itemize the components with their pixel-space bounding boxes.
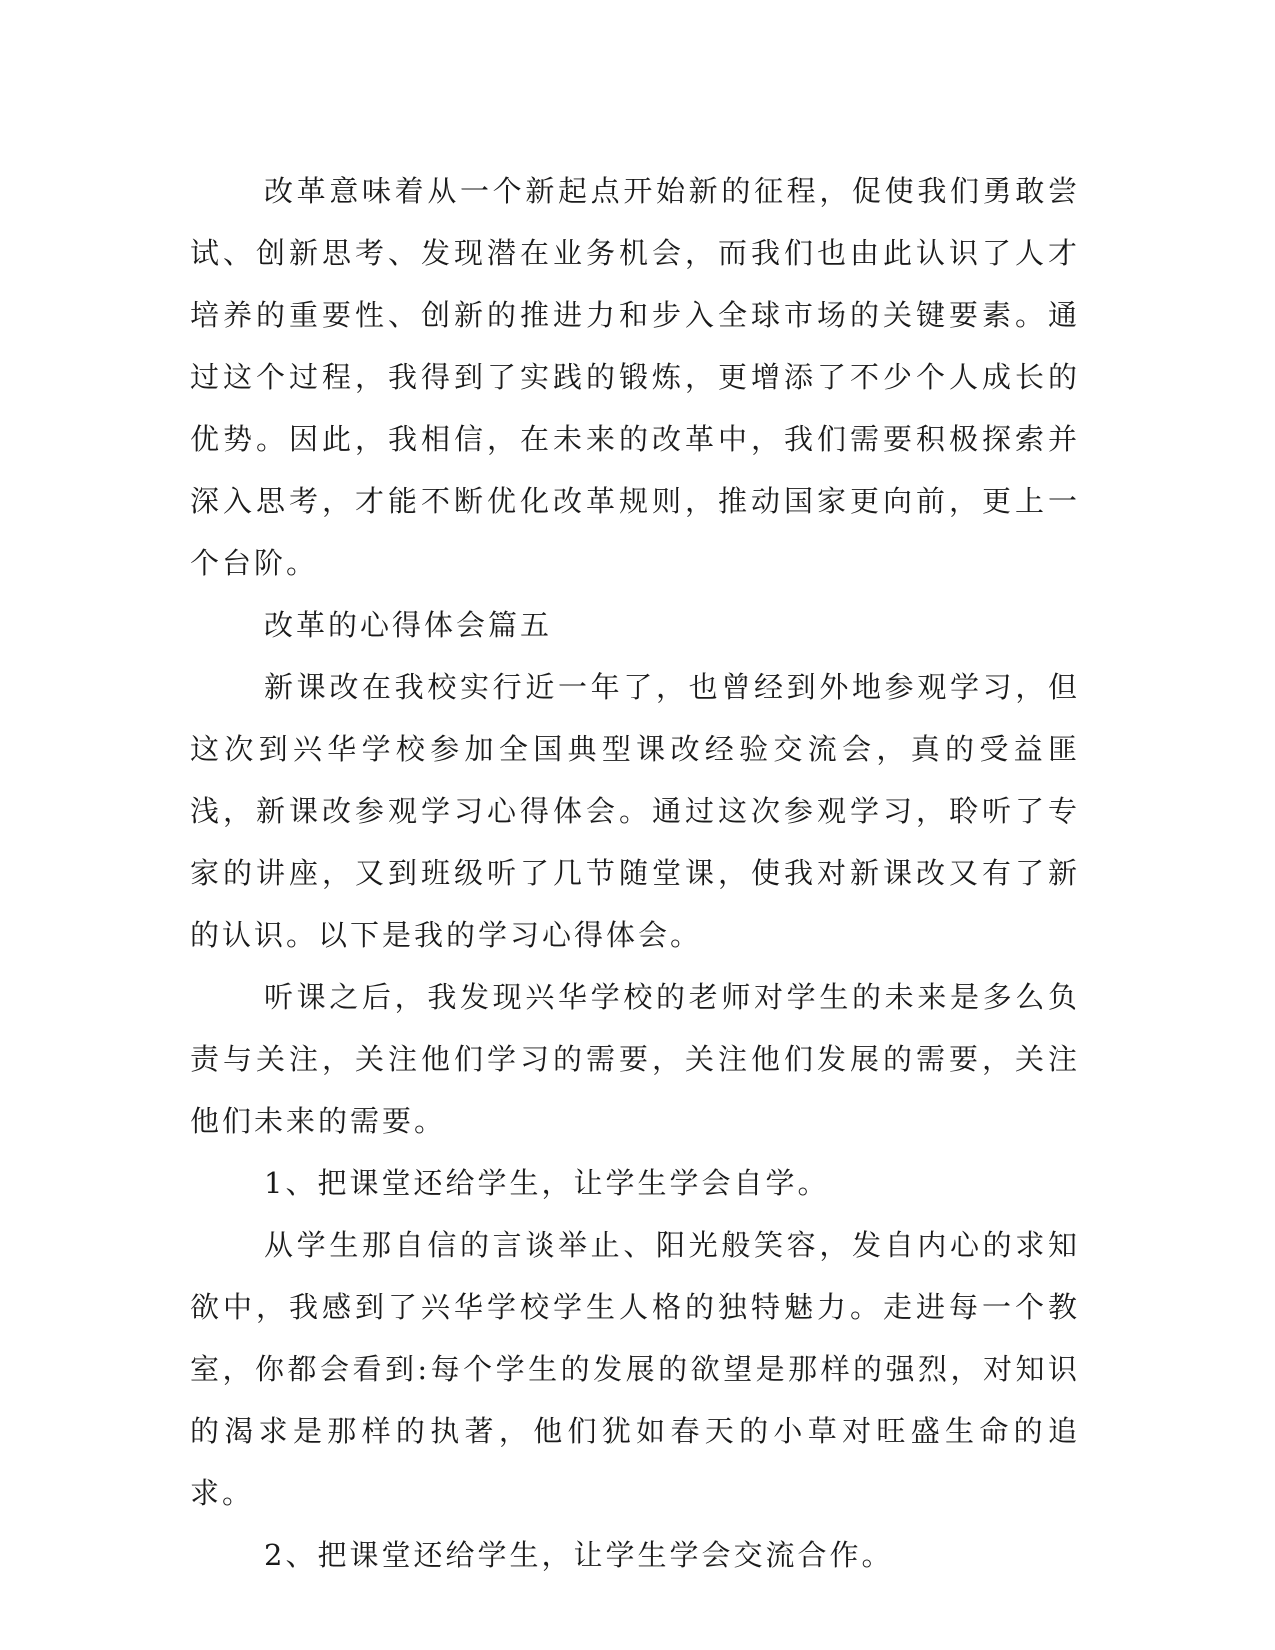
paragraph-point-one: 1、把课堂还给学生，让学生学会自学。 (264, 1166, 830, 1200)
section-heading: 改革的心得体会篇五 (264, 608, 553, 642)
paragraph-after-class: 听课之后，我发现兴华学校的老师对学生的未来是多么负责与关注，关注他们学习的需要，关注他们发展的需要，关注他们未来的需要。 (190, 980, 1080, 1138)
paragraph-new-curriculum: 新课改在我校实行近一年了，也曾经到外地参观学习，但这次到兴华学校参加全国典型课改经验交流会，真的受益匪浅，新课改参观学习心得体会。通过这次参观学习，聆听了专家的讲座，又到班级听了几节随堂课，使我对新课改又有了新的认识。以下是我的学习心得体会。 (190, 670, 1080, 952)
paragraph-point-two: 2、把课堂还给学生，让学生学会交流合作。 (264, 1538, 894, 1572)
paragraph-student-charm: 从学生那自信的言谈举止、阳光般笑容，发自内心的求知欲中，我感到了兴华学校学生人格的独特魅力。走进每一个教室，你都会看到:每个学生的发展的欲望是那样的强烈，对知识的渴求是那样的执著，他们犹如春天的小草对旺盛生命的追求。 (190, 1228, 1080, 1510)
document-body (190, 160, 1080, 1586)
paragraph-reform-reflection: 改革意味着从一个新起点开始新的征程，促使我们勇敢尝试、创新思考、发现潜在业务机会，而我们也由此认识了人才培养的重要性、创新的推进力和步入全球市场的关键要素。通过这个过程，我得到了实践的锻炼，更增添了不少个人成长的优势。因此，我相信，在未来的改革中，我们需要积极探索并深入思考，才能不断优化改革规则，推动国家更向前，更上一个台阶。 (190, 174, 1080, 580)
